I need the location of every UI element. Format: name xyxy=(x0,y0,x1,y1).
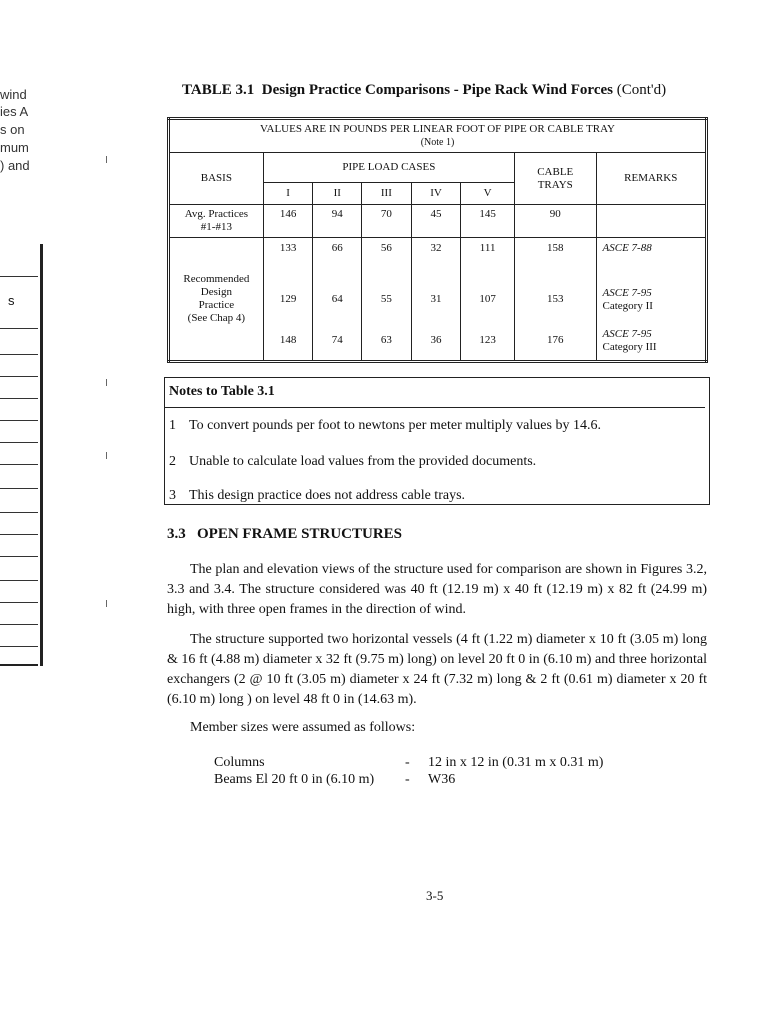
table-cell: 63 xyxy=(362,322,412,362)
body-paragraph: The plan and elevation views of the structure used for comparison are shown in Figures 3.2, 3.3 and 3.4. The structure considered was 40 ft (12.19 m) x 40 ft (12.19 m) x 82 ft (24.99 m) high, with three open frames in the direction of wind. xyxy=(167,562,707,617)
case-header: I xyxy=(263,183,313,205)
table-cell: 158 xyxy=(514,238,596,278)
table-cell: 70 xyxy=(362,205,412,238)
table-cell: 148 xyxy=(263,322,313,362)
table-cell: 45 xyxy=(411,205,461,238)
left-fragment: ) and xyxy=(0,158,30,173)
left-bleed-table xyxy=(0,244,43,666)
left-fragment: s on xyxy=(0,122,25,137)
left-fragment: ies A xyxy=(0,104,29,119)
table-cell: 74 xyxy=(313,322,362,362)
cable-trays-header: CABLE TRAYS xyxy=(514,153,596,205)
table-cell xyxy=(596,205,706,238)
case-header: III xyxy=(362,183,412,205)
case-header: II xyxy=(313,183,362,205)
table-cell: 133 xyxy=(263,238,313,278)
member-size: W36 xyxy=(428,772,456,787)
table-cell: 56 xyxy=(362,238,412,278)
table-banner: VALUES ARE IN POUNDS PER LINEAR FOOT OF PIPE OR CABLE TRAY (Note 1) xyxy=(169,119,707,153)
section-heading: 3.3 OPEN FRAME STRUCTURES xyxy=(167,526,403,542)
table-title: TABLE 3.1 Design Practice Comparisons - Pipe Rack Wind Forces (Cont'd) xyxy=(182,82,667,98)
case-header: IV xyxy=(411,183,461,205)
member-name: Columns xyxy=(214,755,265,770)
member-dash: - xyxy=(405,772,410,787)
table-cell: 66 xyxy=(313,238,362,278)
case-header: V xyxy=(461,183,515,205)
avg-practices-label: Avg. Practices #1-#13 xyxy=(169,205,264,238)
left-fragment: mum xyxy=(0,140,29,155)
table-cell: 107 xyxy=(461,278,515,322)
table-cell: 123 xyxy=(461,322,515,362)
wind-force-table xyxy=(167,117,708,363)
page-number: 3-5 xyxy=(426,888,444,903)
table-cell: 31 xyxy=(411,278,461,322)
table-cell: 129 xyxy=(263,278,313,322)
table-cell: 90 xyxy=(514,205,596,238)
body-paragraph: The structure supported two horizontal vessels (4 ft (1.22 m) diameter x 10 ft (3.05 m) long & 16 ft (4.88 m) diameter x 32 ft (9.75 m) long) on level 20 ft 0 in (6.10 m) and three horizontal exchangers (2 @ 10 ft (3.05 m) diameter x 24 ft (7.32 m) long & 2 ft (0.61 m) diameter x 20 ft (6.10 m) long ) on level 48 ft 0 in (14.63 m). xyxy=(167,632,707,707)
table-cell: 146 xyxy=(263,205,313,238)
member-dash: - xyxy=(405,755,410,770)
note-item: 1 To convert pounds per foot to newtons per meter multiply values by 14.6. xyxy=(169,418,601,433)
table-notes-box xyxy=(164,377,710,505)
note-item: 2 Unable to calculate load values from the provided documents. xyxy=(169,454,537,469)
basis-header: BASIS xyxy=(169,153,264,205)
table-cell: 64 xyxy=(313,278,362,322)
table-row xyxy=(169,205,707,238)
recommended-practice-label: Recommended Design Practice (See Chap 4) xyxy=(169,238,264,362)
remarks-header: REMARKS xyxy=(596,153,706,205)
left-fragment: wind xyxy=(0,87,27,102)
pipe-load-cases-header: PIPE LOAD CASES xyxy=(263,153,514,183)
table-cell: 94 xyxy=(313,205,362,238)
table-cell: 55 xyxy=(362,278,412,322)
member-name: Beams El 20 ft 0 in (6.10 m) xyxy=(214,772,375,787)
margin-mark xyxy=(106,156,107,163)
left-bleed-letter: s xyxy=(8,293,15,308)
note-item: 3 This design practice does not address cable trays. xyxy=(169,488,466,503)
margin-mark xyxy=(106,600,107,607)
notes-heading: Notes to Table 3.1 xyxy=(169,384,275,399)
table-cell: 176 xyxy=(514,322,596,362)
remark-cell: ASCE 7-95 Category III xyxy=(596,322,706,362)
member-intro: Member sizes were assumed as follows: xyxy=(190,720,416,735)
margin-mark xyxy=(106,379,107,386)
table-cell: 36 xyxy=(411,322,461,362)
table-cell: 145 xyxy=(461,205,515,238)
table-cell: 32 xyxy=(411,238,461,278)
table-cell: 153 xyxy=(514,278,596,322)
table-row xyxy=(169,238,707,278)
margin-mark xyxy=(106,452,107,459)
member-size: 12 in x 12 in (0.31 m x 0.31 m) xyxy=(428,755,604,770)
remark-cell: ASCE 7-95 Category II xyxy=(596,278,706,322)
table-cell: 111 xyxy=(461,238,515,278)
remark-cell: ASCE 7-88 xyxy=(596,238,706,278)
